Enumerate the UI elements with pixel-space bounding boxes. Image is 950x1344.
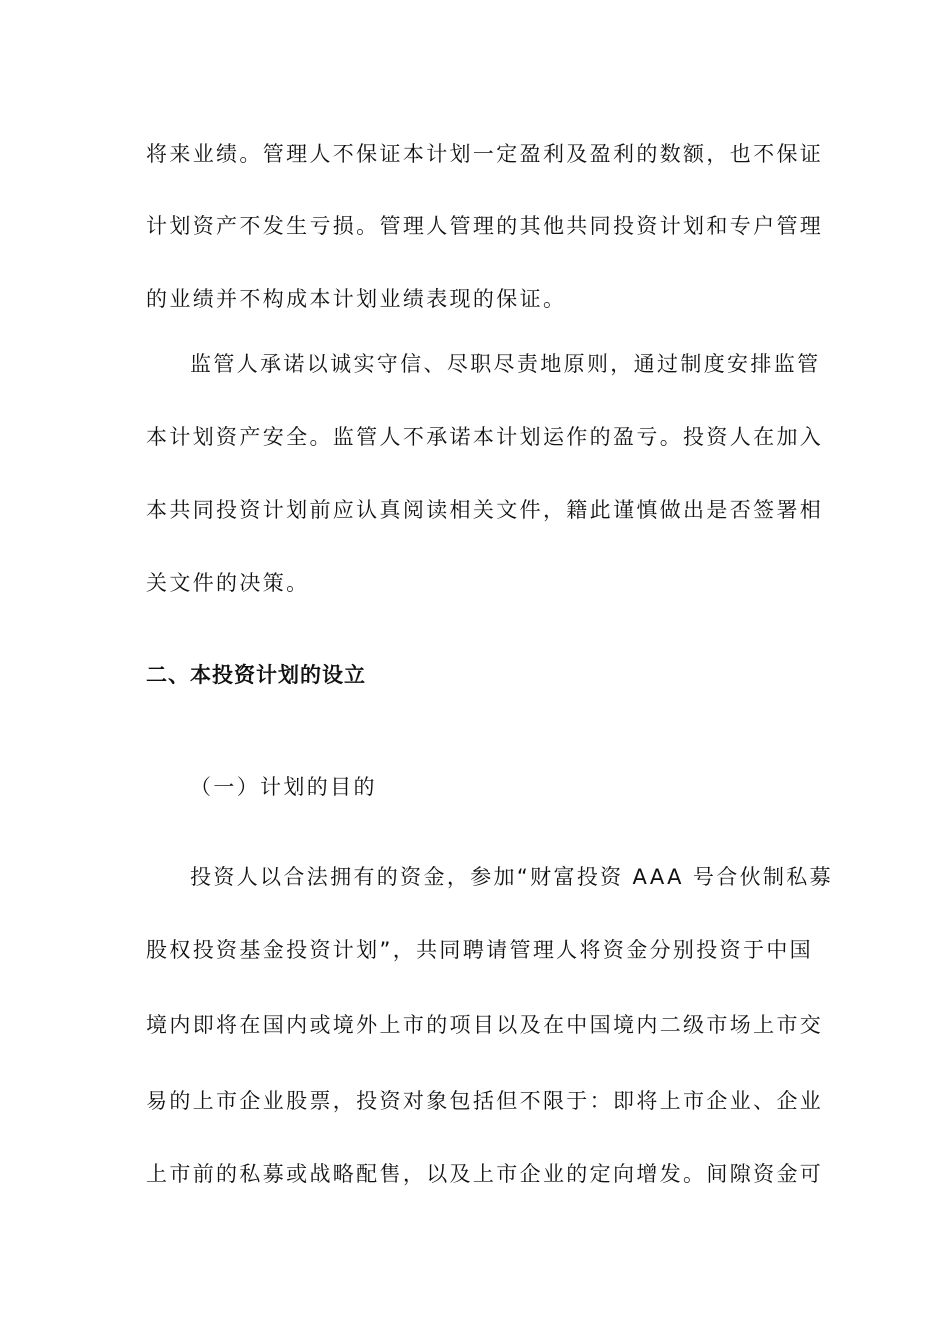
paragraph-2-line-4: 关文件的决策。 [146, 571, 310, 595]
paragraph-3-line-5: 上市前的私募或战略配售，以及上市企业的定向增发。间隙资金可 [146, 1162, 824, 1186]
subsection-heading: （一）计划的目的 [190, 775, 377, 799]
paragraph-3-line-1: 投资人以合法拥有的资金，参加“财富投资 AAA 号合伙制私募 [190, 865, 833, 889]
paragraph-3-line-4: 易的上市企业股票，投资对象包括但不限于：即将上市企业、企业 [146, 1089, 824, 1113]
paragraph-3-line-3: 境内即将在国内或境外上市的项目以及在中国境内二级市场上市交 [146, 1013, 824, 1037]
paragraph-3-line-2: 股权投资基金投资计划”，共同聘请管理人将资金分别投资于中国 [146, 938, 814, 962]
paragraph-2-line-1: 监管人承诺以诚实守信、尽职尽责地原则，通过制度安排监管 [190, 352, 821, 376]
paragraph-1-line-3: 的业绩并不构成本计划业绩表现的保证。 [146, 287, 567, 311]
paragraph-2-line-3: 本共同投资计划前应认真阅读相关文件，籍此谨慎做出是否签署相 [146, 498, 824, 522]
paragraph-1-line-2: 计划资产不发生亏损。管理人管理的其他共同投资计划和专户管理 [146, 214, 824, 238]
paragraph-2-line-2: 本计划资产安全。监管人不承诺本计划运作的盈亏。投资人在加入 [146, 425, 824, 449]
section-heading: 二、本投资计划的设立 [146, 663, 366, 687]
paragraph-1-line-1: 将来业绩。管理人不保证本计划一定盈利及盈利的数额，也不保证 [146, 142, 824, 166]
